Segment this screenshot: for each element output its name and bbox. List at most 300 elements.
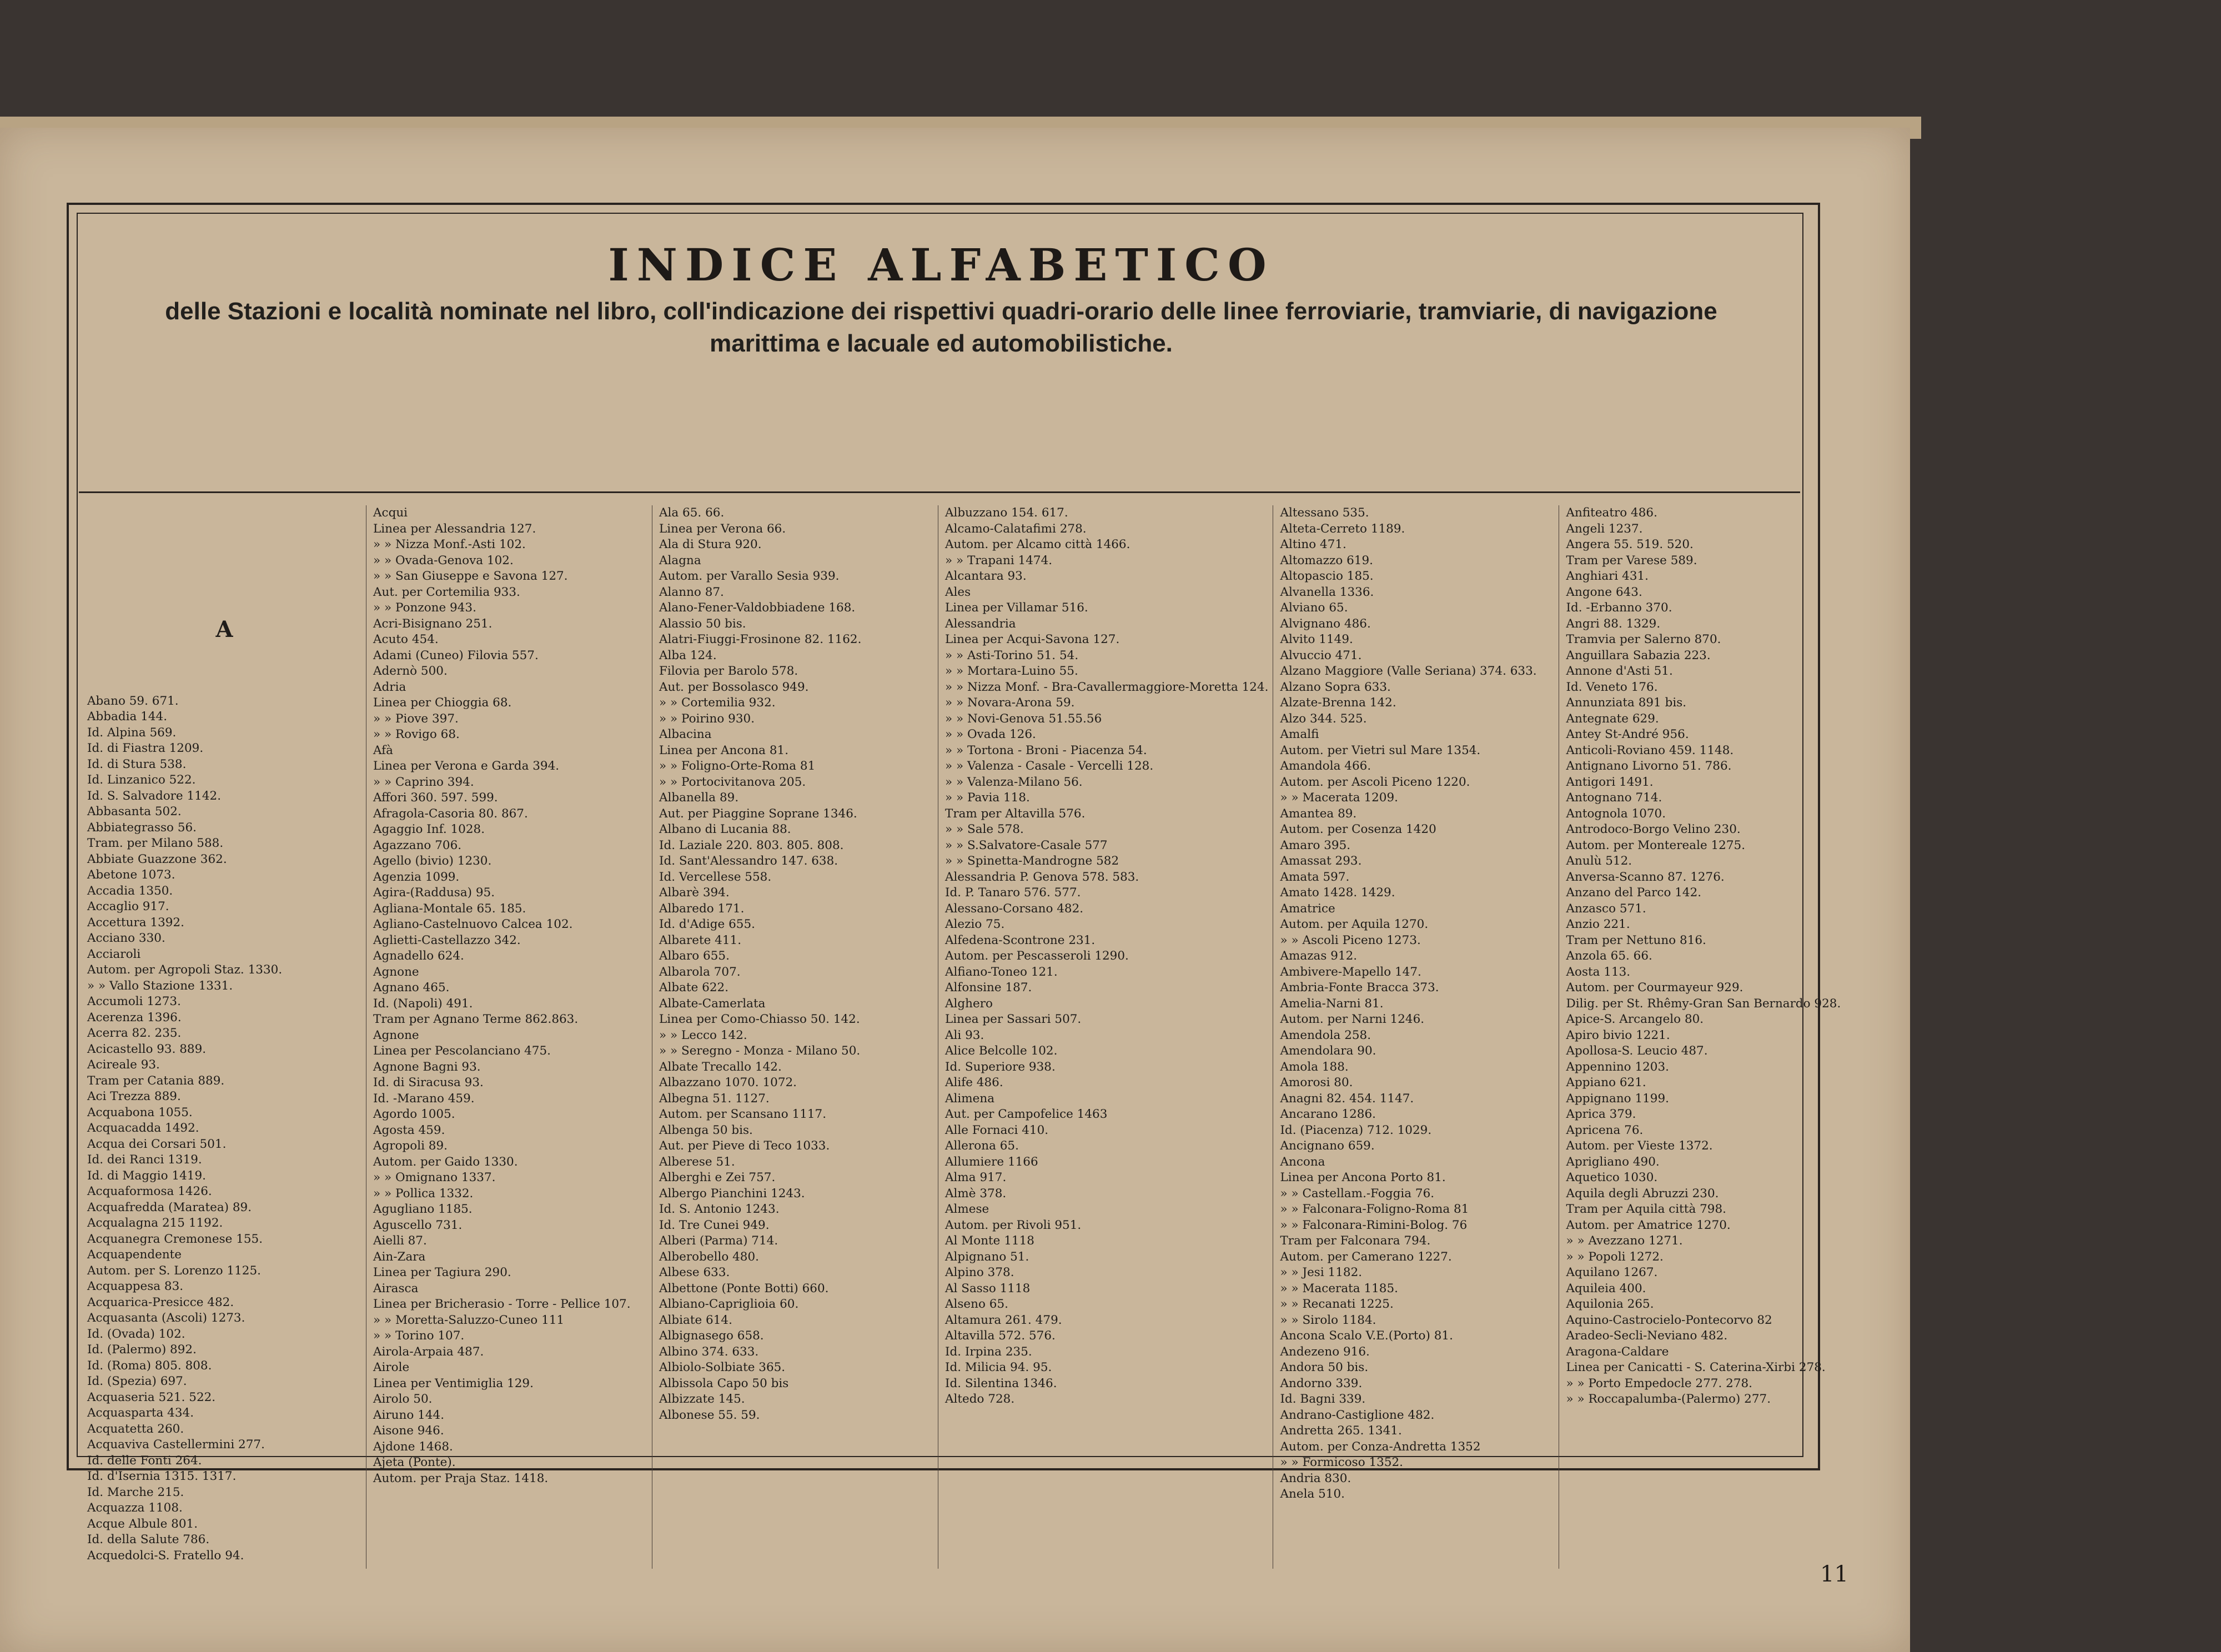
index-entry: Agazzano 706. (373, 838, 462, 852)
index-entry: Ali 93. (945, 1028, 984, 1042)
index-entry: » » Pavia 118. (945, 791, 1030, 805)
index-entry: Alzano Sopra 633. (1280, 680, 1391, 694)
index-entry: Antrodoco-Borgo Velino 230. (1566, 822, 1741, 836)
index-entry: Ales (945, 585, 971, 599)
index-entry: Agello (bivio) 1230. (373, 854, 492, 868)
index-entry: Autom. per Gaido 1330. (373, 1154, 518, 1169)
index-entry: Id. di Siracusa 93. (373, 1076, 484, 1089)
index-entry: Aquetico 1030. (1566, 1171, 1658, 1184)
index-entry: » » Caprino 394. (373, 775, 474, 789)
index-entry: Linea per Bricherasio - Torre - Pellice 107. (373, 1297, 631, 1311)
index-entry: » » Formicoso 1352. (1280, 1455, 1404, 1469)
index-entry: Albate-Camerlata (659, 996, 766, 1011)
index-entry: » » Spinetta-Mandrogne 582 (945, 854, 1119, 868)
index-entry: Agnone (373, 965, 419, 979)
index-entry: Aci Trezza 889. (87, 1089, 181, 1103)
index-entry: Agropoli 89. (373, 1139, 448, 1153)
index-entry: Acireale 93. (87, 1058, 160, 1072)
index-entry: Acquarica-Presicce 482. (87, 1295, 234, 1309)
index-entry: Id. Vercellese 558. (659, 870, 772, 884)
index-entry: » » Poirino 930. (659, 711, 755, 726)
index-entry: Albettone (Ponte Botti) 660. (659, 1281, 829, 1296)
index-entry: Amorosi 80. (1280, 1076, 1353, 1089)
index-entry: Airasca (373, 1281, 419, 1296)
index-entry: Adernò 500. (373, 664, 448, 678)
index-entry: Ambria-Fonte Bracca 373. (1280, 981, 1439, 995)
index-entry: » » Valenza - Casale - Vercelli 128. (945, 759, 1154, 773)
index-entry: Id. (Roma) 805. 808. (87, 1358, 212, 1373)
index-entry: Amendolara 90. (1280, 1044, 1376, 1058)
index-entry: Andora 50 bis. (1280, 1360, 1369, 1374)
index-entry: Ambivere-Mapello 147. (1280, 965, 1421, 979)
index-entry: Linea per Ancona Porto 81. (1280, 1171, 1446, 1184)
index-entry: Altopascio 185. (1280, 569, 1374, 583)
index-entry: » » Seregno - Monza - Milano 50. (659, 1044, 861, 1058)
index-entry: Alanno 87. (659, 585, 724, 599)
index-entry: Id. (Ovada) 102. (87, 1327, 185, 1341)
index-entry: Alma 917. (945, 1171, 1007, 1184)
index-entry: Albonese 55. 59. (659, 1408, 760, 1422)
index-entry: Acque Albule 801. (87, 1517, 198, 1531)
index-entry: » » Omignano 1337. (373, 1171, 496, 1184)
index-entry: Albignasego 658. (659, 1329, 764, 1343)
index-entry: Alzano Maggiore (Valle Seriana) 374. 633. (1280, 664, 1537, 678)
index-entry: Albiano-Capriglioia 60. (659, 1297, 799, 1311)
index-entry: » » Nizza Monf. - Bra-Cavallermaggiore-Moretta 124. (945, 680, 1269, 694)
index-entry: Acquacadda 1492. (87, 1121, 199, 1135)
index-entry: » » Ovada-Genova 102. (373, 553, 514, 568)
index-entry: Acquaformosa 1426. (87, 1184, 212, 1198)
index-entry: Acquazza 1108. (87, 1501, 183, 1515)
index-entry: Autom. per Camerano 1227. (1280, 1249, 1452, 1264)
index-entry: Id. S. Salvadore 1142. (87, 789, 222, 803)
index-entry: Linea per Canicatti - S. Caterina-Xirbi 278. (1566, 1360, 1826, 1374)
index-entry: Altessano 535. (1280, 506, 1369, 520)
index-entry: Apiro bivio 1221. (1566, 1028, 1670, 1042)
index-entry: Acquapendente (87, 1248, 182, 1262)
index-entry: Aisone 946. (373, 1424, 444, 1438)
index-entry: Agosta 459. (373, 1123, 445, 1137)
index-entry: Id. Milicia 94. 95. (945, 1360, 1052, 1374)
index-entry: Abbiate Guazzone 362. (87, 852, 227, 866)
index-entry: Autom. per Pescasseroli 1290. (945, 949, 1129, 963)
index-entry: Alba 124. (659, 648, 717, 662)
index-column-2 (366, 505, 652, 1569)
index-entry: Ala di Stura 920. (659, 538, 762, 551)
index-entry: Aprigliano 490. (1566, 1154, 1660, 1169)
index-entry: Albiolo-Solbiate 365. (659, 1360, 786, 1374)
index-entry: Tram. per Milano 588. (87, 836, 224, 850)
index-entry: Ancarano 1286. (1280, 1107, 1376, 1121)
index-entry: » » S.Salvatore-Casale 577 (945, 838, 1108, 852)
index-entry: Albate 622. (659, 981, 729, 995)
index-entry: Id. (Napoli) 491. (373, 996, 473, 1011)
index-entry: Alberese 51. (659, 1154, 735, 1169)
index-entry: Alberi (Parma) 714. (659, 1234, 778, 1248)
index-entry: Alvignano 486. (1280, 616, 1371, 631)
index-entry: Linea per Como-Chiasso 50. 142. (659, 1012, 860, 1026)
index-entry: » » Falconara-Rimini-Bolog. 76 (1280, 1218, 1468, 1232)
index-entry: Allumiere 1166 (945, 1154, 1038, 1169)
index-entry: Aut. per Pieve di Teco 1033. (659, 1139, 830, 1153)
index-entry: Accaglio 917. (87, 900, 169, 913)
index-entry: Id. di Fiastra 1209. (87, 741, 204, 755)
index-entry: Autom. per Cosenza 1420 (1280, 822, 1436, 836)
index-entry: Angri 88. 1329. (1566, 616, 1661, 631)
index-entry: Amelia-Narni 81. (1280, 996, 1384, 1011)
index-entry: Anzola 65. 66. (1566, 949, 1652, 963)
index-entry: Accettura 1392. (87, 915, 184, 930)
index-entry: Annunziata 891 bis. (1566, 696, 1687, 710)
index-entry: Acerenza 1396. (87, 1010, 182, 1025)
index-entry: Albergo Pianchini 1243. (659, 1186, 805, 1201)
index-entry: Acciaroli (87, 947, 141, 961)
index-entry: Autom. per Conza-Andretta 1352 (1280, 1439, 1481, 1454)
index-entry: » » Castellam.-Foggia 76. (1280, 1186, 1435, 1201)
index-entry: Acquabona 1055. (87, 1105, 193, 1119)
index-entry: Linea per Verona 66. (659, 521, 786, 536)
page-number: 11 (1820, 1561, 1848, 1587)
index-entry: Altomazzo 619. (1280, 553, 1373, 568)
index-entry: Acquatetta 260. (87, 1422, 184, 1436)
index-column-3 (652, 505, 938, 1569)
index-entry: Amola 188. (1280, 1060, 1349, 1074)
index-entry: » » Torino 107. (373, 1329, 465, 1343)
index-entry: Amandola 466. (1280, 759, 1371, 773)
index-entry: Altedo 728. (945, 1392, 1015, 1406)
index-entry: Id. Silentina 1346. (945, 1376, 1057, 1390)
index-column-5 (1273, 505, 1559, 1569)
index-entry: Autom. per Vietri sul Mare 1354. (1280, 743, 1481, 757)
index-entry: Almese (945, 1202, 989, 1216)
index-entry: Aprica 379. (1566, 1107, 1636, 1121)
index-entry: Ancona (1280, 1154, 1325, 1169)
index-entry: Id. (Palermo) 892. (87, 1343, 197, 1357)
index-entry: Alvuccio 471. (1280, 648, 1362, 662)
index-entry: Acquaseria 521. 522. (87, 1390, 216, 1404)
index-entry: » » Trapani 1474. (945, 553, 1053, 568)
index-entry: » » Mortara-Luino 55. (945, 664, 1078, 678)
index-entry: Agira-(Raddusa) 95. (373, 886, 495, 900)
index-entry: » » Novara-Arona 59. (945, 696, 1075, 710)
index-entry: Albarè 394. (659, 886, 730, 900)
index-entry: Tram per Agnano Terme 862.863. (373, 1012, 579, 1026)
index-entry: Alimena (945, 1091, 995, 1106)
index-entry: Albacina (659, 727, 712, 741)
index-entry: Amatrice (1280, 901, 1335, 916)
index-entry: Adria (373, 680, 406, 694)
index-entry: Autom. per S. Lorenzo 1125. (87, 1263, 261, 1278)
index-entry: Airolo 50. (373, 1392, 433, 1406)
index-entry: Airole (373, 1360, 410, 1374)
index-entry: » » Tortona - Broni - Piacenza 54. (945, 743, 1147, 757)
index-entry: » » Popoli 1272. (1566, 1249, 1664, 1264)
index-entry: Ancona Scalo V.E.(Porto) 81. (1280, 1329, 1453, 1343)
index-entry: Andorno 339. (1280, 1376, 1363, 1390)
index-entry: Antognola 1070. (1566, 806, 1666, 821)
index-entry: Al Monte 1118 (945, 1234, 1034, 1248)
index-entry: Anela 510. (1280, 1487, 1345, 1501)
index-entry: Agenzia 1099. (373, 870, 460, 884)
index-entry: Alatri-Fiuggi-Frosinone 82. 1162. (659, 632, 862, 646)
index-entry: Id. S. Antonio 1243. (659, 1202, 780, 1216)
index-entry: Angera 55. 519. 520. (1566, 538, 1694, 551)
index-entry: Id. Linzanico 522. (87, 773, 196, 787)
index-entry: Albano di Lucania 88. (659, 822, 791, 836)
index-entry: Appiano 621. (1566, 1076, 1646, 1089)
index-entry: Aut. per Bossolasco 949. (659, 680, 809, 694)
index-entry: Annone d'Asti 51. (1566, 664, 1673, 678)
index-entry: Ain-Zara (373, 1249, 426, 1264)
index-entry: Alcamo-Calatafimi 278. (945, 521, 1087, 536)
index-entry: Alvanella 1336. (1280, 585, 1374, 599)
index-entry: Albaro 655. (659, 949, 730, 963)
index-entry: Alzo 344. 525. (1280, 711, 1367, 726)
index-entry: Altamura 261. 479. (945, 1313, 1062, 1327)
index-entry: Abbadia 144. (87, 710, 168, 724)
index-entry: Alessano-Corsano 482. (945, 901, 1084, 916)
index-entry: Albate Trecallo 142. (659, 1060, 782, 1074)
index-entry: Acqualagna 215 1192. (87, 1216, 223, 1230)
index-entry: Autom. per Vieste 1372. (1566, 1139, 1713, 1153)
index-entry: Autom. per Rivoli 951. (945, 1218, 1082, 1232)
index-entry: Linea per Pescolanciano 475. (373, 1044, 551, 1058)
index-entry: » » Cortemilia 932. (659, 696, 776, 710)
index-entry: Afragola-Casoria 80. 867. (373, 806, 528, 821)
index-entry: Alessandria P. Genova 578. 583. (945, 870, 1139, 884)
index-entry: Alice Belcolle 102. (945, 1044, 1058, 1058)
index-entry: Abano 59. 671. (87, 694, 179, 708)
index-entry: Autom. per Ascoli Piceno 1220. (1280, 775, 1470, 789)
index-entry: Linea per Villamar 516. (945, 601, 1088, 615)
index-entry: Id. Tre Cunei 949. (659, 1218, 770, 1232)
index-entry: Apice-S. Arcangelo 80. (1566, 1012, 1704, 1026)
index-entry: Angeli 1237. (1566, 521, 1643, 536)
index-entry: Alezio 75. (945, 917, 1005, 931)
index-entry: Abetone 1073. (87, 868, 175, 882)
index-entry: Acciano 330. (87, 931, 165, 945)
index-entry: Amazas 912. (1280, 949, 1358, 963)
index-entry: » » Rovigo 68. (373, 727, 460, 741)
index-entry: Aielli 87. (373, 1234, 427, 1248)
index-entry: Id. d'Adige 655. (659, 917, 755, 931)
index-entry: Adami (Cuneo) Filovia 557. (373, 648, 539, 662)
index-entry: Andezeno 916. (1280, 1344, 1370, 1359)
index-entry: » » Novi-Genova 51.55.56 (945, 711, 1102, 726)
index-entry: Aradeo-Secli-Neviano 482. (1566, 1329, 1728, 1343)
index-entry: Anguillara Sabazia 223. (1566, 648, 1711, 662)
index-entry: Alfonsine 187. (945, 981, 1032, 995)
index-entry: Alife 486. (945, 1076, 1003, 1089)
index-entry: Agugliano 1185. (373, 1202, 473, 1216)
index-entry: Alessandria (945, 616, 1016, 631)
index-column-4 (938, 505, 1273, 1569)
index-entry: Amato 1428. 1429. (1280, 886, 1395, 900)
page-title: INDICE ALFABETICO (608, 239, 1274, 291)
index-column-1 (81, 505, 366, 1569)
index-entry: Airuno 144. (373, 1408, 445, 1422)
index-entry: Id. d'Isernia 1315. 1317. (87, 1469, 237, 1483)
index-entry: Aquilonia 265. (1566, 1297, 1654, 1311)
index-entry: Amata 597. (1280, 870, 1350, 884)
index-entry: » » Recanati 1225. (1280, 1297, 1394, 1311)
index-entry: Acquasanta (Ascoli) 1273. (87, 1311, 245, 1325)
index-entry: Agliana-Montale 65. 185. (373, 901, 526, 916)
index-entry: » » Macerata 1209. (1280, 791, 1398, 805)
index-entry: » » Roccapalumba-(Palermo) 277. (1566, 1392, 1771, 1406)
index-entry: Agordo 1005. (373, 1107, 455, 1121)
index-columns (81, 505, 1841, 1569)
index-entry: Alle Fornaci 410. (945, 1123, 1049, 1137)
index-entry: Autom. per Agropoli Staz. 1330. (87, 963, 283, 977)
index-entry: Al Sasso 1118 (945, 1281, 1031, 1296)
index-entry: » » Pollica 1332. (373, 1186, 474, 1201)
index-entry: Alfiano-Toneo 121. (945, 965, 1058, 979)
index-entry: Alagna (659, 553, 701, 568)
index-entry: Tram per Aquila città 798. (1566, 1202, 1726, 1216)
index-entry: Id. -Marano 459. (373, 1091, 475, 1106)
index-entry: Id. Laziale 220. 803. 805. 808. (659, 838, 844, 852)
index-entry: Linea per Chioggia 68. (373, 696, 512, 710)
index-entry: Id. delle Fonti 264. (87, 1453, 202, 1468)
index-entry: Aquino-Castrocielo-Pontecorvo 82 (1566, 1313, 1772, 1327)
index-entry: Abbasanta 502. (87, 805, 182, 819)
index-entry: Anghiari 431. (1566, 569, 1649, 583)
index-entry: Albazzano 1070. 1072. (659, 1076, 797, 1089)
index-entry: Alteta-Cerreto 1189. (1280, 521, 1405, 536)
index-entry: Allerona 65. (945, 1139, 1019, 1153)
index-entry: Linea per Sassari 507. (945, 1012, 1082, 1026)
index-entry: Altino 471. (1280, 538, 1346, 551)
index-entry: Aguscello 731. (373, 1218, 463, 1232)
index-entry: Andria 830. (1280, 1471, 1351, 1485)
index-entry: Linea per Tagiura 290. (373, 1266, 511, 1279)
index-entry: Alano-Fener-Valdobbiadene 168. (659, 601, 856, 615)
index-entry: Albarete 411. (659, 933, 742, 947)
index-entry: Alpino 378. (945, 1266, 1014, 1279)
index-entry: Aquilano 1267. (1566, 1266, 1658, 1279)
index-entry: Dilig. per St. Rhêmy-Gran San Bernardo 928. (1566, 996, 1841, 1011)
index-entry: Acicastello 93. 889. (87, 1042, 207, 1056)
index-entry: Acquasparta 434. (87, 1406, 194, 1420)
header-rule (79, 491, 1800, 493)
index-entry: Autom. per Varallo Sesia 939. (659, 569, 840, 583)
index-entry: Antigori 1491. (1566, 775, 1654, 789)
index-entry: » » Moretta-Saluzzo-Cuneo 111 (373, 1313, 565, 1327)
index-entry: Alseno 65. (945, 1297, 1008, 1311)
index-entry: Id. Sant'Alessandro 147. 638. (659, 854, 838, 868)
index-entry: Linea per Alessandria 127. (373, 521, 536, 536)
index-entry: Appignano 1199. (1566, 1091, 1670, 1106)
book-page (0, 128, 1910, 1652)
index-entry: Tramvia per Salerno 870. (1566, 632, 1721, 646)
index-entry: Linea per Ancona 81. (659, 743, 789, 757)
index-entry: Id. Alpina 569. (87, 725, 177, 740)
index-entry: Acqua dei Corsari 501. (87, 1137, 227, 1151)
index-entry: Albarola 707. (659, 965, 741, 979)
page-subtitle: delle Stazioni e località nominate nel libro, coll'indicazione dei rispettivi quadri-orario delle linee ferroviarie, tramviarie, di navigazione marittima e lacuale ed automobilistiche. (165, 298, 1717, 357)
index-entry: Acquappesa 83. (87, 1279, 184, 1293)
index-entry: Aut. per Piaggine Soprane 1346. (659, 806, 857, 821)
index-entry: Amaro 395. (1280, 838, 1351, 852)
index-entry: Tram per Altavilla 576. (945, 806, 1086, 821)
index-entry: Id. Irpina 235. (945, 1344, 1032, 1359)
index-entry: Accumoli 1273. (87, 995, 181, 1008)
index-entry: Anulù 512. (1566, 854, 1632, 868)
index-entry: Ala 65. 66. (659, 506, 725, 520)
index-entry: Anticoli-Roviano 459. 1148. (1566, 743, 1734, 757)
index-entry: Airola-Arpaia 487. (373, 1344, 484, 1359)
index-entry: Acerra 82. 235. (87, 1026, 182, 1040)
index-entry: Albino 374. 633. (659, 1344, 759, 1359)
index-entry: Andretta 265. 1341. (1280, 1424, 1402, 1438)
index-entry: Tram per Nettuno 816. (1566, 933, 1706, 947)
index-entry: Abbiategrasso 56. (87, 820, 197, 835)
index-entry: Albizzate 145. (659, 1392, 745, 1406)
section-letter: A (215, 616, 233, 642)
index-entry: Tram per Catania 889. (87, 1073, 225, 1088)
index-entry: » » Ascoli Piceno 1273. (1280, 933, 1421, 947)
index-entry: Albanella 89. (659, 791, 739, 805)
index-entry: Anfiteatro 486. (1566, 506, 1657, 520)
index-entry: » » Sale 578. (945, 822, 1024, 836)
index-entry: Agnadello 624. (373, 949, 464, 963)
index-entry: » » Sirolo 1184. (1280, 1313, 1376, 1327)
index-entry: » » Vallo Stazione 1331. (87, 978, 233, 993)
index-entry: Almè 378. (945, 1186, 1007, 1201)
index-entry: Autom. per Narni 1246. (1280, 1012, 1425, 1026)
index-entry: Linea per Ventimiglia 129. (373, 1376, 534, 1390)
index-entry: Id. Bagni 339. (1280, 1392, 1366, 1406)
index-entry: Tram per Falconara 794. (1280, 1234, 1431, 1248)
page-header (83, 239, 1799, 360)
index-entry: Amalfi (1280, 727, 1319, 741)
index-entry: Agaggio Inf. 1028. (373, 822, 485, 836)
index-entry: Ajeta (Ponte). (373, 1455, 456, 1469)
index-entry: Agnano 465. (373, 981, 450, 995)
index-entry: Id. (Spezia) 697. (87, 1374, 187, 1388)
index-entry: Alcantara 93. (945, 569, 1027, 583)
index-entry: Aut. per Campofelice 1463 (945, 1107, 1108, 1121)
index-entry: » » Nizza Monf.-Asti 102. (373, 538, 526, 551)
index-entry: Autom. per Aquila 1270. (1280, 917, 1429, 931)
index-entry: Id. (Piacenza) 712. 1029. (1280, 1123, 1432, 1137)
index-entry: » » Asti-Torino 51. 54. (945, 648, 1079, 662)
index-entry: Antignano Livorno 51. 786. (1566, 759, 1732, 773)
index-entry: » » Valenza-Milano 56. (945, 775, 1083, 789)
index-entry: Albegna 51. 1127. (659, 1091, 770, 1106)
index-entry: Acqui (373, 506, 408, 520)
index-entry: Agnone Bagni 93. (373, 1060, 481, 1074)
index-entry: Albuzzano 154. 617. (945, 506, 1068, 520)
index-entry: Acquafredda (Maratea) 89. (87, 1200, 252, 1214)
index-entry: Anzio 221. (1566, 917, 1630, 931)
index-entry: Id. Marche 215. (87, 1485, 184, 1499)
index-entry: Autom. per Courmayeur 929. (1566, 981, 1743, 995)
index-entry: » » Ponzone 943. (373, 601, 476, 615)
index-entry: Amendola 258. (1280, 1028, 1371, 1042)
index-entry: Autom. per Amatrice 1270. (1566, 1218, 1731, 1232)
index-entry: Anagni 82. 454. 1147. (1280, 1091, 1414, 1106)
index-entry: Apollosa-S. Leucio 487. (1566, 1044, 1708, 1058)
index-entry: Anzasco 571. (1566, 901, 1646, 916)
index-entry: Alviano 65. (1280, 601, 1348, 615)
index-entry: Filovia per Barolo 578. (659, 664, 798, 678)
index-column-6 (1559, 505, 1845, 1569)
index-entry: » » Avezzano 1271. (1566, 1234, 1683, 1248)
index-entry: Id. -Erbanno 370. (1566, 601, 1672, 615)
index-entry: Acuto 454. (373, 632, 439, 646)
